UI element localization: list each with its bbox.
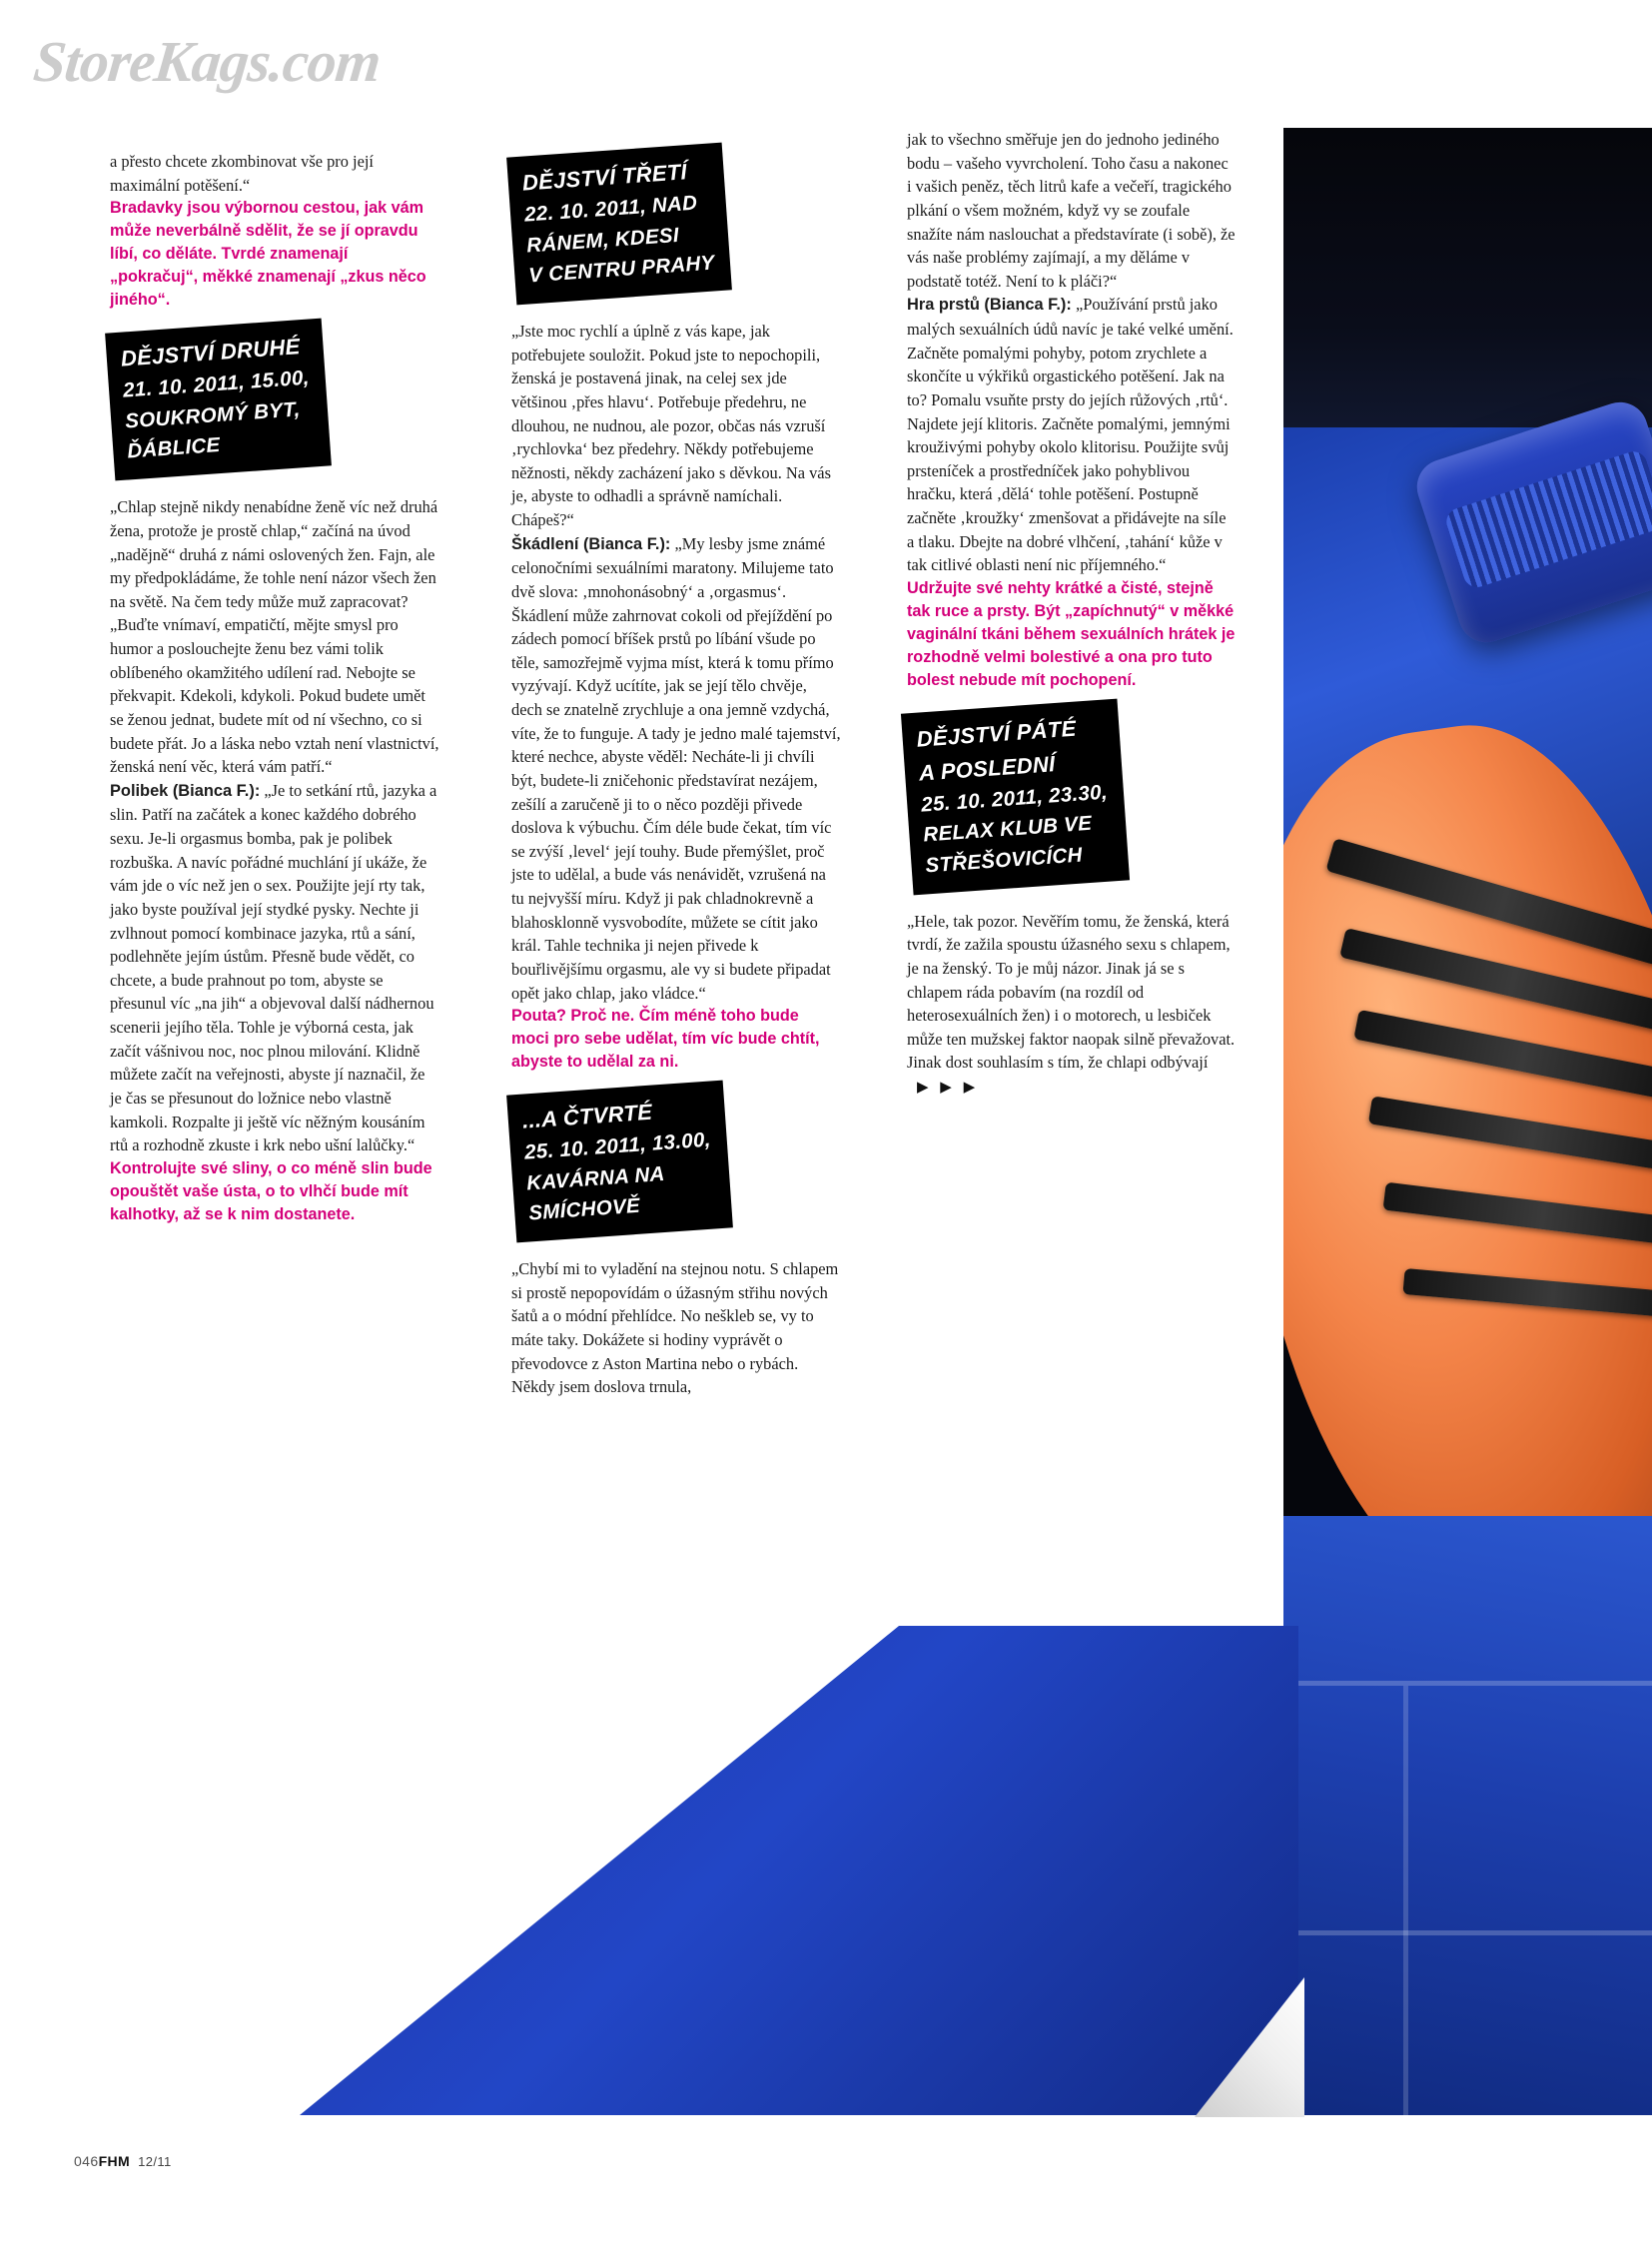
paragraph-body: „Používání prstů jako malých sexuálních údů navíc je také velké umění. Začněte pomalými pohyby, potom zrychlete a skončíte u výkřiků orgastického potěšení. Jak na to? Pomalu vsuňte prsty do jejích růžových ‚rtů‘. Najdete její klitoris. Začněte pomalými, jemnými krouživými pohyby okolo klitorisu. Použijte svůj prsteníček a prostředníček jako pohyblivou hračku, která ‚dělá‘ tohle potěšení. Postupně začněte ‚kroužky‘ zmenšovat a přidávejte na síle a tlaku. Dbejte na dobré vlhčení, ‚tahání‘ kůže v tak citlivé oblasti není nic příjemného.“	[907, 295, 1234, 575]
paragraph-body	[907, 910, 1237, 1100]
lead-in-name: Polibek (Bianca F.):	[110, 781, 261, 800]
paragraph-body: „Chlap stejně nikdy nenabídne ženě víc než druhá žena, protože je prostě chlap,“ začíná na úvod „nadějně“ druhá z námi oslovených žen. Fajn, ale my předpokládáme, že tohle není názor všech žen na světě. Na čem tedy může muž zapracovat? „Buďte vnímaví, empatičtí, mějte smysl pro humor a poslouchejte ženu bez vámi tolik oblíbeného okamžitého udílení rad. Nebojte se překvapit. Kdekoli, kdykoli. Pokud budete umět se ženou jednat, budete mít od ní všechno, co si budete přát. Jo a láska nebo vztah není vlastnictví, ženská není věc, která vám patří.“	[110, 497, 439, 777]
highlight-callout: Pouta? Proč ne. Čím méně toho bude moci pro sebe udělat, tím víc bude chtít, abyste to udělal za ni.	[511, 1007, 820, 1072]
watermark: StoreKags.com	[30, 29, 384, 94]
highlight-callout: Kontrolujte své sliny, o co méně slin bude opouštět vaše ústa, o to vlhčí bude mít kalhotky, až se k nim dostanete.	[110, 1158, 432, 1223]
heading-line-1: DĚJSTVÍ TŘETÍ	[521, 159, 688, 196]
paragraph-body: „My lesby jsme známé celonočními sexuálními maratony. Milujeme tato dvě slova: ‚mnohonásobný‘ a ‚orgasmus‘. Škádlení může zahrnovat cokoli od přejíždění po zádech pomocí bříšek prstů po líbání všude po těle, samozřejmě vyjma míst, která k tomu přímo vyzývají. Když ucítíte, jak se její tělo chvěje, dech se znatelně zrychluje a ona jemně vzdychá, víte, že to funguje. A tady je jedno malé tajemství, které nechce, abyste věděl: Necháte-li ji chvíli být, budete-li zničehonic představírat nezájem, zešílí a zaručeně ji to o něco později přivede doslova k výbuchu. Čím déle bude čekat, tím víc se zvýší ‚level‘ její touhy. Bude přemýšlet, proč jste to udělal, a bude vás nenávidět, vzrušená na tu nejvyšší míru. Když ji pak chladnokrevně a blahosklonně vysvobodíte, můžete se cítit jako král. Tahle technika ji nejen přivede k bouřlivějšímu orgasmu, ale vy si budete připadat opět jako chlap, jako vládce.“	[511, 533, 841, 1003]
heading-line-3: KAVÁRNA NA	[525, 1161, 666, 1195]
highlight-callout: Bradavky jsou výbornou cestou, jak vám může neverbálně sdělit, že se jí opravdu líbí, co děláte. Tvrdé znamenají „pokračuj“, měkké znamenají „zkus něco jiného“.	[110, 199, 426, 310]
section-heading-dejstvi-ctvrte	[506, 1081, 733, 1243]
issue-number: 12/11	[138, 2154, 172, 2169]
heading-line-4: SMÍCHOVĚ	[527, 1194, 641, 1225]
heading-line-1: DĚJSTVÍ DRUHÉ	[120, 334, 302, 372]
paragraph-body: „Jste moc rychlí a úplně z vás kape, jak potřebujete souložit. Pokud jste to nepochopili, ženská je postavená jinak, na celej sex jde většinou ‚přes hlavu‘. Potřebuje předehru, ne dlouhou, ne nudnou, ale pozor, občas nás vzruší ‚rychlovka‘ bez předehry. Někdy potřebujeme něžnosti, někdy zacházení jako s děvkou. Na vás je, abyste to odhadli a správně namíchali. Chápeš?“	[511, 322, 831, 529]
heading-line-5: STŘEŠOVICÍCH	[924, 843, 1084, 878]
photo-mat-seam	[1283, 1681, 1652, 1686]
text-column-2	[511, 150, 841, 1399]
photo-blue-wedge	[300, 1626, 1298, 2115]
lead-in-name: Hra prstů (Bianca F.):	[907, 296, 1072, 315]
paragraph-body: „Chybí mi to vyladění na stejnou notu. S chlapem si prostě nepopovídám o úžasným střihu nových šatů a o módní přehlídce. No neškleb se, vy to máte taky. Dokážete si hodiny vyprávět o převodovce z Aston Martina nebo o rybách. Někdy jsem doslova trnula,	[511, 1259, 839, 1397]
text-column-3	[907, 128, 1237, 1100]
lead-in-name: Škádlení (Bianca F.):	[511, 534, 671, 553]
section-heading-dejstvi-treti	[506, 143, 732, 306]
highlight-callout: Udržujte své nehty krátké a čisté, stejně tak ruce a prsty. Být „zapíchnutý“ v měkké vaginální tkáni během sexuálních hrátek je rozhodně velmi bolestivé a ona pro tuto bolest nebude mít pochopení.	[907, 578, 1236, 689]
photo-mat-seam-vertical	[1403, 1686, 1408, 2115]
dumbbell-grip	[1443, 448, 1652, 591]
article-photo	[1283, 128, 1652, 2115]
heading-line-2: 21. 10. 2011, 15.00,	[122, 366, 311, 402]
paragraph-with-lead	[511, 532, 841, 1006]
heading-line-3: RÁNEM, KDESI	[525, 223, 680, 258]
section-heading-dejstvi-pate	[901, 699, 1130, 895]
heading-line-3: 25. 10. 2011, 23.30,	[920, 779, 1109, 816]
photo-floor-mat	[1283, 1516, 1652, 2115]
paragraph-text: „Hele, tak pozor. Nevěřím tomu, že ženská, která tvrdí, že zažila spoustu úžasného sexu s chlapem, je na ženský. To je můj názor. Jinak já se s chlapem ráda pobavím (na rozdíl od heterosexuálních žen) i o motorech, u lesbiček může ten mužskej faktor naopak silně převažovat. Jinak dost souhlasím s tím, že chlapi odbývají	[907, 911, 1236, 1073]
paragraph-with-lead	[907, 293, 1237, 577]
heading-line-1: ...A ČTVRTÉ	[521, 1099, 653, 1133]
paragraph-continuation: jak to všechno směřuje jen do jednoho jediného bodu – vašeho vyvrcholení. Toho času a nakonec i vašich peněz, těch litrů kafe a večeří, tragického plkání o všem možném, když vy se zoufale snažíte nám naslouchat a představírate (i sobě), že vás naše problémy zajímají, a my děláme v podstatě totéž. Není to k pláči?“	[907, 130, 1236, 291]
page-footer	[74, 2153, 172, 2169]
heading-line-4: RELAX KLUB VE	[922, 811, 1093, 847]
heading-line-1: DĚJSTVÍ PÁTÉ	[915, 715, 1078, 752]
page-number: 046	[74, 2153, 99, 2169]
photo-mat-seam	[1283, 1930, 1652, 1935]
heading-line-2: 22. 10. 2011, NAD	[523, 191, 698, 227]
text-column-1	[110, 150, 439, 1226]
heading-line-2: 25. 10. 2011, 13.00,	[523, 1127, 712, 1164]
section-heading-dejstvi-druhe	[105, 319, 332, 481]
heading-line-2: A POSLEDNÍ	[918, 750, 1057, 786]
paragraph-body: „Je to setkání rtů, jazyka a slin. Patří na začátek a konec každého dobrého sexu. Je-li orgasmus bomba, pak je polibek rozbuška. A navíc pořádné muchlání jí ukáže, že vám jde o víc než jen o sex. Použijte její rty tak, jako byste používal její stydké pysky. Nechte ji zvlhnout pomocí kombinace jazyka, rtů a sání, podlehněte jejím ústům. Přesně bude vědět, co chcete, a bude prahnout po tom, abyste se přesunul víc „na jih“ a objevoval další nádhernou scenerii jejího těla. Tohle je výborná cesta, jak začít vášnivou noc, noc plnou milování. Klidně můžete začít na veřejnosti, abyste jí naznačil, že je čas se přesunout do ložnice nebo vlastně kamkoli. Rozpalte ji ještě víc něžným kousáním rtů a rozhodně zkuste i krk nebo ušní lalůčky.“	[110, 780, 437, 1155]
heading-line-4: ĎÁBLICE	[126, 433, 222, 463]
continue-arrows-icon: ▶ ▶ ▶	[917, 1080, 980, 1096]
heading-line-3: SOUKROMÝ BYT,	[124, 397, 302, 433]
paragraph-with-lead	[110, 779, 439, 1157]
magazine-brand: FHM	[98, 2153, 131, 2169]
heading-line-4: V CENTRU PRAHY	[527, 251, 716, 288]
paragraph-continuation: a přesto chcete zkombinovat vše pro její maximální potěšení.“	[110, 152, 374, 195]
